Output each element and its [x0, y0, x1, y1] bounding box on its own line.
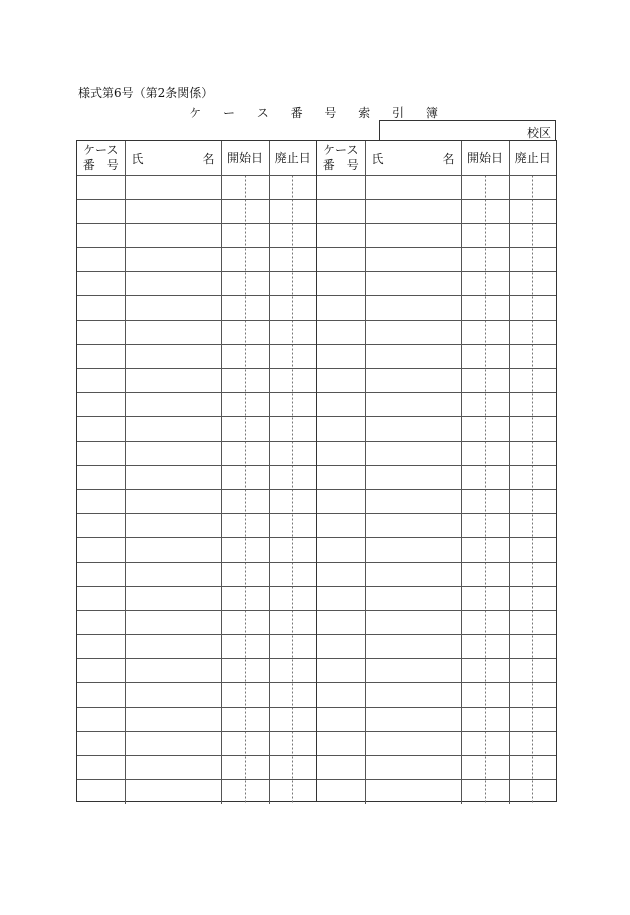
end-date-cell[interactable]	[269, 320, 316, 344]
case-number-cell[interactable]	[317, 562, 365, 586]
end-date-cell[interactable]	[269, 272, 316, 296]
table-row	[77, 320, 316, 344]
table-row	[317, 465, 556, 489]
name-cell[interactable]	[365, 199, 461, 223]
end-date-cell[interactable]	[509, 514, 556, 538]
start-date-cell[interactable]	[221, 393, 269, 417]
start-date-cell[interactable]	[221, 562, 269, 586]
name-cell[interactable]	[125, 465, 221, 489]
table-row	[317, 248, 556, 272]
table-row	[77, 586, 316, 610]
name-cell[interactable]	[365, 514, 461, 538]
table-row	[77, 272, 316, 296]
case-number-cell[interactable]	[77, 610, 125, 634]
name-cell[interactable]	[125, 756, 221, 780]
case-number-cell[interactable]	[317, 320, 365, 344]
case-header-line1: ケース	[83, 142, 119, 157]
end-date-header: 廃止日	[269, 141, 316, 175]
start-date-cell[interactable]	[461, 538, 509, 562]
end-date-cell[interactable]	[509, 683, 556, 707]
document-title: ケ ー ス 番 号 索 引 簿	[189, 106, 447, 120]
start-date-cell[interactable]	[461, 610, 509, 634]
case-number-cell[interactable]	[77, 369, 125, 393]
name-cell[interactable]	[125, 659, 221, 683]
name-cell[interactable]	[365, 586, 461, 610]
case-number-cell[interactable]	[77, 248, 125, 272]
table-row	[317, 272, 556, 296]
table-row	[77, 489, 316, 513]
case-header-line1: ケース	[323, 142, 359, 157]
start-date-cell[interactable]	[461, 272, 509, 296]
start-date-cell[interactable]	[221, 248, 269, 272]
case-number-cell[interactable]	[317, 731, 365, 755]
end-date-cell[interactable]	[509, 320, 556, 344]
case-number-cell[interactable]	[317, 175, 365, 199]
end-date-cell[interactable]	[269, 731, 316, 755]
name-cell[interactable]	[365, 248, 461, 272]
case-number-cell[interactable]	[77, 756, 125, 780]
campus-label: 校区	[526, 126, 551, 140]
table-row	[317, 731, 556, 755]
end-date-cell[interactable]	[509, 756, 556, 780]
case-number-cell[interactable]	[317, 199, 365, 223]
case-number-cell[interactable]	[317, 586, 365, 610]
table-row	[77, 296, 316, 320]
index-table-grid	[76, 140, 557, 802]
end-date-cell[interactable]	[269, 683, 316, 707]
name-cell[interactable]	[365, 707, 461, 731]
name-header-left: 氏	[131, 152, 144, 166]
case-number-cell[interactable]	[317, 610, 365, 634]
table-row	[317, 635, 556, 659]
case-number-cell[interactable]	[77, 175, 125, 199]
name-cell[interactable]	[365, 610, 461, 634]
name-cell[interactable]	[125, 586, 221, 610]
end-date-cell[interactable]	[509, 417, 556, 441]
case-number-cell[interactable]	[77, 223, 125, 247]
case-number-cell[interactable]	[77, 417, 125, 441]
start-date-cell[interactable]	[461, 731, 509, 755]
name-cell[interactable]	[125, 417, 221, 441]
name-cell[interactable]	[125, 272, 221, 296]
table-row	[77, 393, 316, 417]
end-date-cell[interactable]	[269, 417, 316, 441]
name-cell[interactable]	[125, 441, 221, 465]
end-date-cell[interactable]	[269, 586, 316, 610]
case-number-cell[interactable]	[317, 538, 365, 562]
name-cell[interactable]	[365, 635, 461, 659]
end-date-cell[interactable]	[269, 175, 316, 199]
start-date-cell[interactable]	[461, 175, 509, 199]
start-date-cell[interactable]	[221, 175, 269, 199]
start-date-cell[interactable]	[221, 731, 269, 755]
case-number-cell[interactable]	[77, 731, 125, 755]
name-cell[interactable]	[365, 489, 461, 513]
end-date-cell[interactable]	[269, 369, 316, 393]
end-date-cell[interactable]	[269, 465, 316, 489]
case-number-cell[interactable]	[317, 296, 365, 320]
case-header-line2: 番 号	[322, 157, 359, 172]
table-row	[77, 441, 316, 465]
name-cell[interactable]	[365, 562, 461, 586]
end-date-cell[interactable]	[509, 465, 556, 489]
name-cell[interactable]	[125, 248, 221, 272]
name-cell[interactable]	[365, 441, 461, 465]
table-row	[317, 780, 556, 804]
end-date-cell[interactable]	[509, 586, 556, 610]
name-cell[interactable]	[365, 223, 461, 247]
start-date-cell[interactable]	[461, 586, 509, 610]
name-cell[interactable]	[365, 417, 461, 441]
start-date-cell[interactable]	[221, 465, 269, 489]
table-row	[77, 465, 316, 489]
right-rows	[317, 175, 556, 804]
name-cell[interactable]	[365, 296, 461, 320]
table-row	[77, 344, 316, 368]
end-date-cell[interactable]	[269, 538, 316, 562]
name-cell[interactable]	[125, 538, 221, 562]
case-number-cell[interactable]	[317, 393, 365, 417]
case-number-cell[interactable]	[77, 562, 125, 586]
start-date-cell[interactable]	[461, 489, 509, 513]
table-row	[77, 635, 316, 659]
case-number-cell[interactable]	[77, 635, 125, 659]
start-date-cell[interactable]	[461, 514, 509, 538]
header-row	[77, 141, 316, 175]
name-cell[interactable]	[125, 610, 221, 634]
table-row	[317, 659, 556, 683]
table-row	[317, 393, 556, 417]
table-row	[77, 369, 316, 393]
name-cell[interactable]	[125, 175, 221, 199]
end-date-cell[interactable]	[509, 707, 556, 731]
case-number-cell[interactable]	[77, 296, 125, 320]
table-row	[317, 562, 556, 586]
start-date-cell[interactable]	[461, 344, 509, 368]
table-row	[317, 223, 556, 247]
case-number-cell[interactable]	[317, 635, 365, 659]
start-date-cell[interactable]	[461, 320, 509, 344]
name-cell[interactable]	[365, 659, 461, 683]
table-row	[77, 683, 316, 707]
start-date-cell[interactable]	[461, 780, 509, 804]
case-number-cell[interactable]	[77, 320, 125, 344]
end-date-cell[interactable]	[509, 393, 556, 417]
table-row	[317, 683, 556, 707]
name-cell[interactable]	[125, 344, 221, 368]
table-row	[77, 223, 316, 247]
name-cell[interactable]	[365, 320, 461, 344]
start-date-cell[interactable]	[461, 248, 509, 272]
table-row	[317, 586, 556, 610]
end-date-cell[interactable]	[509, 635, 556, 659]
table-row	[77, 199, 316, 223]
start-date-cell[interactable]	[221, 780, 269, 804]
name-cell[interactable]	[125, 320, 221, 344]
end-date-cell[interactable]	[509, 296, 556, 320]
end-date-cell[interactable]	[509, 272, 556, 296]
table-row	[317, 441, 556, 465]
start-date-cell[interactable]	[221, 538, 269, 562]
left-index-table	[77, 141, 316, 804]
start-date-cell[interactable]	[221, 756, 269, 780]
end-date-cell[interactable]	[269, 489, 316, 513]
end-date-cell[interactable]	[509, 659, 556, 683]
name-header-left: 氏	[371, 152, 384, 166]
table-row	[77, 417, 316, 441]
header-row	[317, 141, 556, 175]
table-row	[77, 756, 316, 780]
case-number-cell[interactable]	[77, 707, 125, 731]
end-date-cell[interactable]	[509, 248, 556, 272]
name-cell[interactable]	[125, 707, 221, 731]
name-header	[365, 141, 461, 175]
start-date-cell[interactable]	[461, 223, 509, 247]
name-cell[interactable]	[365, 465, 461, 489]
right-index-table	[317, 141, 556, 804]
case-number-cell[interactable]	[317, 514, 365, 538]
start-date-cell[interactable]	[221, 223, 269, 247]
campus-field[interactable]	[379, 120, 556, 141]
name-cell[interactable]	[125, 683, 221, 707]
form-reference: 様式第6号（第2条関係）	[78, 86, 214, 100]
start-date-cell[interactable]	[221, 417, 269, 441]
name-cell[interactable]	[125, 562, 221, 586]
table-row	[317, 707, 556, 731]
table-row	[317, 175, 556, 199]
name-cell[interactable]	[125, 731, 221, 755]
start-date-cell[interactable]	[461, 199, 509, 223]
name-cell[interactable]	[125, 489, 221, 513]
case-number-cell[interactable]	[77, 465, 125, 489]
start-date-cell[interactable]	[461, 683, 509, 707]
case-number-cell[interactable]	[317, 465, 365, 489]
right-panel	[316, 140, 557, 802]
start-date-cell[interactable]	[461, 659, 509, 683]
start-date-cell[interactable]	[221, 320, 269, 344]
start-date-cell[interactable]	[221, 586, 269, 610]
start-date-header: 開始日	[221, 141, 269, 175]
case-number-cell[interactable]	[317, 707, 365, 731]
left-panel	[76, 140, 317, 802]
case-number-cell[interactable]	[77, 683, 125, 707]
name-header-right: 名	[442, 152, 455, 166]
end-date-cell[interactable]	[509, 223, 556, 247]
start-date-cell[interactable]	[221, 369, 269, 393]
name-header	[125, 141, 221, 175]
table-row	[77, 659, 316, 683]
name-cell[interactable]	[125, 369, 221, 393]
start-date-cell[interactable]	[221, 635, 269, 659]
end-date-cell[interactable]	[269, 756, 316, 780]
case-number-cell[interactable]	[317, 780, 365, 804]
name-cell[interactable]	[365, 683, 461, 707]
case-number-cell[interactable]	[317, 441, 365, 465]
case-number-cell[interactable]	[77, 199, 125, 223]
start-date-cell[interactable]	[221, 296, 269, 320]
table-row	[77, 175, 316, 199]
end-date-cell[interactable]	[269, 199, 316, 223]
case-number-cell[interactable]	[317, 489, 365, 513]
name-cell[interactable]	[365, 175, 461, 199]
end-date-cell[interactable]	[269, 393, 316, 417]
table-row	[317, 199, 556, 223]
name-cell[interactable]	[125, 199, 221, 223]
case-number-cell[interactable]	[77, 780, 125, 804]
start-date-cell[interactable]	[221, 707, 269, 731]
end-date-cell[interactable]	[509, 369, 556, 393]
start-date-cell[interactable]	[461, 465, 509, 489]
case-number-header	[317, 141, 365, 175]
case-number-cell[interactable]	[77, 344, 125, 368]
start-date-cell[interactable]	[461, 756, 509, 780]
name-cell[interactable]	[365, 369, 461, 393]
table-row	[317, 756, 556, 780]
start-date-cell[interactable]	[221, 441, 269, 465]
start-date-cell[interactable]	[461, 635, 509, 659]
name-cell[interactable]	[125, 635, 221, 659]
start-date-cell[interactable]	[221, 683, 269, 707]
end-date-cell[interactable]	[509, 441, 556, 465]
start-date-cell[interactable]	[461, 296, 509, 320]
end-date-cell[interactable]	[509, 780, 556, 804]
table-row	[77, 707, 316, 731]
name-cell[interactable]	[125, 393, 221, 417]
table-row	[317, 514, 556, 538]
start-date-cell[interactable]	[461, 707, 509, 731]
table-row	[317, 344, 556, 368]
start-date-cell[interactable]	[221, 199, 269, 223]
name-cell[interactable]	[365, 538, 461, 562]
start-date-cell[interactable]	[221, 344, 269, 368]
name-cell[interactable]	[125, 514, 221, 538]
end-date-cell[interactable]	[269, 610, 316, 634]
table-row	[317, 610, 556, 634]
start-date-cell[interactable]	[221, 272, 269, 296]
name-cell[interactable]	[125, 223, 221, 247]
table-row	[77, 610, 316, 634]
case-number-cell[interactable]	[317, 248, 365, 272]
end-date-cell[interactable]	[269, 659, 316, 683]
end-date-cell[interactable]	[509, 731, 556, 755]
case-number-cell[interactable]	[77, 538, 125, 562]
end-date-cell[interactable]	[269, 223, 316, 247]
start-date-header: 開始日	[461, 141, 509, 175]
case-number-cell[interactable]	[77, 586, 125, 610]
end-date-cell[interactable]	[269, 296, 316, 320]
end-date-cell[interactable]	[269, 707, 316, 731]
start-date-cell[interactable]	[221, 514, 269, 538]
start-date-cell[interactable]	[221, 610, 269, 634]
table-row	[77, 780, 316, 804]
case-number-cell[interactable]	[317, 344, 365, 368]
name-cell[interactable]	[365, 731, 461, 755]
end-date-cell[interactable]	[509, 344, 556, 368]
start-date-cell[interactable]	[461, 369, 509, 393]
end-date-cell[interactable]	[269, 344, 316, 368]
table-row	[317, 296, 556, 320]
case-number-cell[interactable]	[317, 417, 365, 441]
table-row	[77, 538, 316, 562]
left-rows	[77, 175, 316, 804]
table-row	[317, 538, 556, 562]
table-row	[77, 562, 316, 586]
case-number-cell[interactable]	[77, 659, 125, 683]
end-date-cell[interactable]	[509, 562, 556, 586]
case-number-cell[interactable]	[77, 393, 125, 417]
case-number-cell[interactable]	[317, 272, 365, 296]
start-date-cell[interactable]	[461, 562, 509, 586]
end-date-cell[interactable]	[269, 635, 316, 659]
case-number-cell[interactable]	[77, 514, 125, 538]
case-number-cell[interactable]	[77, 272, 125, 296]
name-cell[interactable]	[365, 272, 461, 296]
start-date-cell[interactable]	[461, 417, 509, 441]
start-date-cell[interactable]	[461, 441, 509, 465]
end-date-cell[interactable]	[269, 562, 316, 586]
end-date-cell[interactable]	[509, 538, 556, 562]
end-date-cell[interactable]	[509, 610, 556, 634]
case-number-cell[interactable]	[317, 659, 365, 683]
case-number-cell[interactable]	[77, 441, 125, 465]
table-row	[77, 514, 316, 538]
table-row	[317, 369, 556, 393]
name-cell[interactable]	[365, 344, 461, 368]
end-date-cell[interactable]	[269, 514, 316, 538]
end-date-cell[interactable]	[269, 780, 316, 804]
case-number-cell[interactable]	[317, 223, 365, 247]
start-date-cell[interactable]	[221, 659, 269, 683]
start-date-cell[interactable]	[221, 489, 269, 513]
start-date-cell[interactable]	[461, 393, 509, 417]
table-row	[317, 417, 556, 441]
name-cell[interactable]	[365, 756, 461, 780]
name-cell[interactable]	[125, 780, 221, 804]
case-number-header	[77, 141, 125, 175]
table-row	[77, 248, 316, 272]
case-number-cell[interactable]	[317, 756, 365, 780]
table-row	[317, 320, 556, 344]
name-cell[interactable]	[125, 296, 221, 320]
end-date-cell[interactable]	[509, 175, 556, 199]
case-header-line2: 番 号	[82, 157, 119, 172]
case-number-cell[interactable]	[77, 489, 125, 513]
table-row	[77, 731, 316, 755]
case-number-cell[interactable]	[317, 369, 365, 393]
end-date-header: 廃止日	[509, 141, 556, 175]
name-cell[interactable]	[365, 393, 461, 417]
table-row	[317, 489, 556, 513]
end-date-cell[interactable]	[269, 441, 316, 465]
end-date-cell[interactable]	[509, 489, 556, 513]
case-number-cell[interactable]	[317, 683, 365, 707]
end-date-cell[interactable]	[269, 248, 316, 272]
name-cell[interactable]	[365, 780, 461, 804]
end-date-cell[interactable]	[509, 199, 556, 223]
name-header-right: 名	[202, 152, 215, 166]
